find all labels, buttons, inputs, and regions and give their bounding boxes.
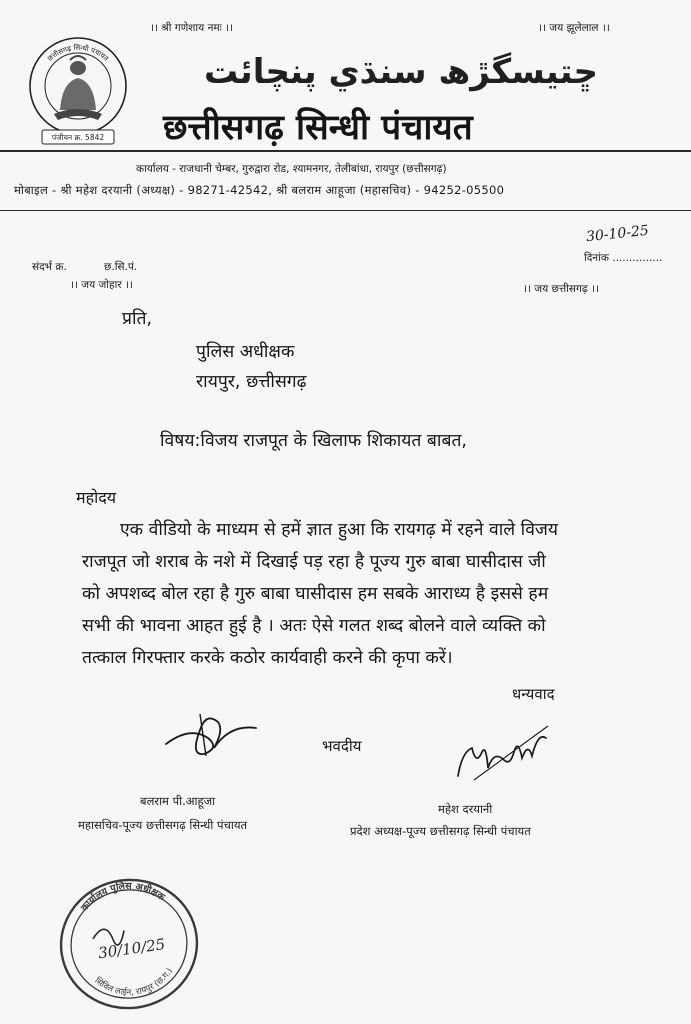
org-name-hindi: छत्तीसगढ़ सिन्धी पंचायत bbox=[163, 108, 473, 148]
office-address: कार्यालय - राजधानी चेम्बर, गुरुद्वारा रोड, श्यामनगर, तेलीबांधा, रायपुर (छत्तीसगढ़) bbox=[136, 163, 447, 175]
contact-divider bbox=[0, 210, 691, 211]
signatory-name-left: बलराम पी.आहूजा bbox=[140, 794, 216, 808]
registration-number: पंजीयन क्र. 5842 bbox=[51, 133, 105, 142]
header-salutation-left: ।। श्री गणेशाय नमः ।। bbox=[150, 22, 234, 34]
logo-text: छत्तीसगढ़ सिन्धी पंचायत bbox=[46, 43, 110, 63]
body-line: राजपूत जो शराब के नशे में दिखाई पड़ रहा है पूज्य गुरु बाबा घासीदास जी bbox=[82, 552, 546, 572]
salutation-jai-johar: ।। जय जोहार ।। bbox=[70, 279, 133, 291]
ref-value: छ.सि.पं. bbox=[104, 261, 138, 273]
signatory-name-right: महेश दरयानी bbox=[438, 802, 493, 816]
received-stamp bbox=[54, 872, 204, 1017]
body-line: तत्काल गिरफ्तार करके कठोर कार्यवाही करने की कृपा करें। bbox=[82, 648, 453, 668]
thanks-text: धन्यवाद bbox=[512, 685, 555, 703]
date-label: दिनांक ............... bbox=[584, 252, 663, 264]
signature-right-icon bbox=[452, 722, 552, 784]
closing-bhavdiya: भवदीय bbox=[322, 737, 362, 755]
letter-body bbox=[82, 514, 682, 674]
recipient-line-1: पुलिस अधीक्षक bbox=[196, 342, 295, 362]
greeting: महोदय bbox=[76, 488, 116, 507]
signatory-designation-left: महासचिव-पूज्य छत्तीसगढ़ सिन्धी पंचायत bbox=[78, 818, 248, 832]
handwritten-date: 30-10-25 bbox=[585, 222, 650, 246]
body-line: सभी की भावना आहत हुई है । अतः ऐसे गलत शब्द बोलने वाले व्यक्ति को bbox=[82, 616, 546, 636]
to-label: प्रति, bbox=[122, 309, 153, 329]
header-divider bbox=[0, 150, 691, 152]
salutation-jai-chhattisgarh: ।। जय छत्तीसगढ़ ।। bbox=[523, 283, 600, 295]
contact-line: मोबाइल - श्री महेश दरयानी (अध्यक्ष) - 98271-42542, श्री बलराम आहूजा (महासचिव) - 94252-05500 bbox=[14, 183, 505, 197]
signatory-designation-right: प्रदेश अध्यक्ष-पूज्य छत्तीसगढ़ सिन्धी पंचायत bbox=[350, 824, 531, 838]
ref-label: संदर्भ क्र. bbox=[32, 261, 67, 273]
body-line: को अपशब्द बोल रहा है गुरु बाबा घासीदास हम सबके आराध्य है इससे हम bbox=[82, 584, 549, 604]
stamp-text-bottom: सिविल लाईन, रायपुर (छ.ग.) bbox=[92, 966, 176, 998]
stamp-date: 30/10/25 bbox=[97, 935, 167, 963]
body-line: एक वीडियो के माध्यम से हमें ज्ञात हुआ कि रायगढ़ में रहने वाले विजय bbox=[120, 520, 559, 540]
recipient-line-2: रायपुर, छत्तीसगढ़ bbox=[196, 372, 307, 392]
org-logo bbox=[26, 24, 130, 150]
subject-line: विषय:विजय राजपूत के खिलाफ शिकायत बाबत, bbox=[160, 431, 467, 451]
signature-left-icon bbox=[160, 708, 270, 760]
stamp-text-top: कार्यालय पुलिस अधीक्षक bbox=[79, 881, 167, 914]
org-name-sindhi: ڇتيسگڙھ سنڌي پنچائت bbox=[203, 52, 599, 92]
deity-figure-icon bbox=[54, 56, 102, 120]
header-salutation-right: ।। जय झूलेलाल ।। bbox=[538, 22, 610, 34]
